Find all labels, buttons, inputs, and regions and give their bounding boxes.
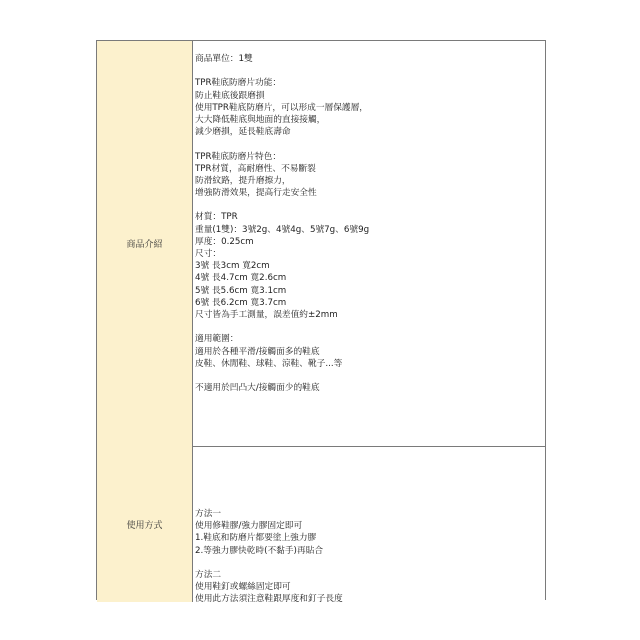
text-line: 方法一: [195, 509, 222, 519]
text-line: 3號 長3cm 寬2cm: [195, 261, 270, 272]
text-line: 使用鞋釘或螺絲固定即可: [195, 582, 291, 593]
usage-row: [97, 446, 545, 605]
text-line: 2.等強力膠快乾時(不黏手)再貼合: [195, 545, 324, 556]
text-line: 大大降低鞋底與地面的直接接觸，: [195, 114, 326, 125]
product-intro-content: [193, 41, 545, 446]
text-line: 材質：TPR: [195, 212, 238, 223]
text-line: TPR鞋底防磨片功能：: [195, 78, 282, 89]
text-line: 防止鞋底後跟磨損: [195, 90, 265, 101]
text-line: TPR鞋底防磨片特色：: [195, 151, 282, 162]
blank-line: [195, 321, 545, 333]
text-line: 尺寸皆為手工測量，誤差值約±2mm: [195, 309, 338, 320]
text-line: 使用此方法須注意鞋跟厚度和釘子長度: [195, 594, 343, 605]
blank-line: [195, 199, 545, 211]
blank-line: [195, 138, 545, 150]
text-line: TPR材質，高耐磨性、不易斷裂: [195, 163, 316, 174]
text-line: 商品單位：1雙: [195, 54, 253, 64]
blank-line: [195, 370, 545, 382]
text-line: 厚度：0.25cm: [195, 236, 254, 247]
usage-content: [193, 446, 545, 605]
text-line: 尺寸：: [195, 249, 222, 259]
text-line: 6號 長6.2cm 寬3.7cm: [195, 297, 287, 308]
text-line: 適用於各種平滑/接觸面多的鞋底: [195, 346, 320, 357]
text-line: 重量(1雙)：3號2g、4號4g、5號7g、6號9g: [195, 224, 370, 235]
blank-line: [195, 65, 545, 77]
text-line: 使用TPR鞋底防磨片，可以形成一層保護層，: [195, 102, 368, 113]
text-line: 適用範圍：: [195, 334, 239, 345]
product-info-table: [96, 40, 546, 605]
blank-line: [195, 557, 545, 569]
text-line: 1.鞋底和防磨片都要塗上強力膠: [195, 533, 317, 544]
text-line: 減少磨損，延長鞋底壽命: [195, 127, 291, 138]
text-line: 防滑紋路，提升磨擦力，: [195, 175, 291, 186]
text-line: 4號 長4.7cm 寬2.6cm: [195, 273, 287, 284]
text-line: 5號 長5.6cm 寬3.1cm: [195, 285, 287, 296]
product-intro-row: [97, 41, 545, 447]
text-line: 增強防滑效果，提高行走安全性: [195, 188, 317, 199]
text-line: 方法二: [195, 569, 222, 580]
text-line: 使用修鞋膠/強力膠固定即可: [195, 521, 303, 532]
text-line: 不適用於凹凸大/接觸面少的鞋底: [195, 383, 320, 394]
text-line: 皮鞋、休閒鞋、球鞋、涼鞋、靴子...等: [195, 358, 343, 369]
usage-label: 使用方式: [97, 446, 193, 602]
product-intro-label: 商品介紹: [97, 41, 193, 446]
